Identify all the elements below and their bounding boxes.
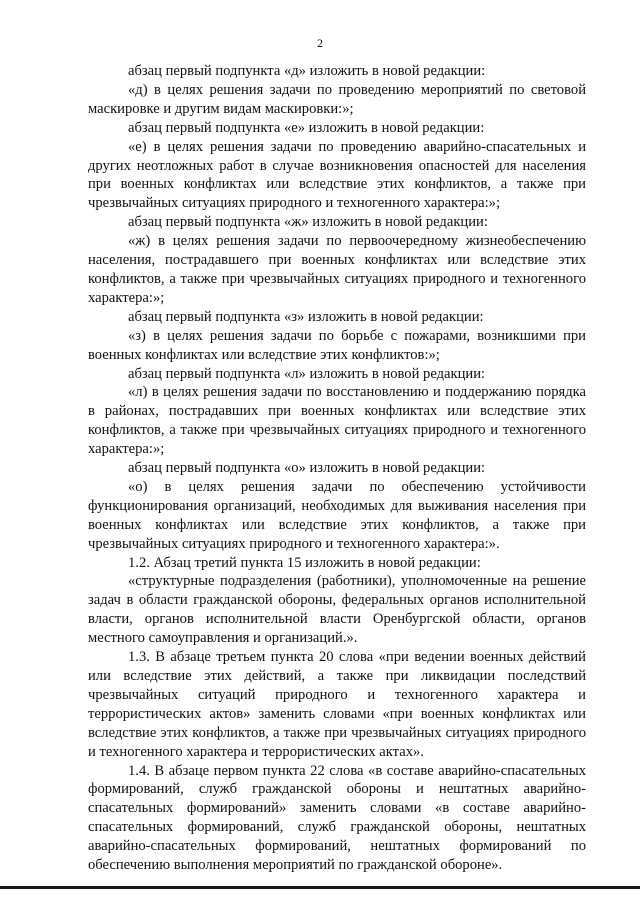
paragraph: абзац первый подпункта «з» изложить в новой редакции: <box>128 308 484 325</box>
paragraph: абзац первый подпункта «е» изложить в новой редакции: <box>128 119 485 136</box>
paragraph: «ж) в целях решения задачи по первоочередному жизнеобеспечению населения, пострадавшего при военных конфликтах или вследствие этих конфликтов, а также при чрезвычайных ситуациях природного и техногенного характера:»; <box>88 233 586 306</box>
document-text <box>88 62 586 875</box>
paragraph: абзац первый подпункта «о» изложить в новой редакции: <box>128 460 486 477</box>
paragraph: 1.3. В абзаце третьем пункта 20 слова «при ведении военных действий или вследствие этих действий, а также при ликвидации последствий чрезвычайных ситуаций природного и техногенного характера и террористических актов» заменить словами «при военных конфликтах или вследствие этих конфликтов, а также при чрезвычайных ситуациях природного и техногенного характера и террористических актах». <box>88 649 586 760</box>
paragraph: «структурные подразделения (работники), уполномоченные на решение задач в области гражданской обороны, федеральных органов исполнительной власти, органов исполнительной власти Оренбургской области, органов местного самоуправления и организаций.». <box>88 573 586 647</box>
scan-bottom-edge-line <box>0 886 640 889</box>
paragraph: «е) в целях решения задачи по проведению аварийно-спасательных и других неотложных работ в случае возникновения опасностей для населения при военных конфликтах или вследствие этих конфликтов, а также при чрезвычайных ситуациях природного и техногенного характера:»; <box>88 138 586 212</box>
paragraph: 1.2. Абзац третий пункта 15 изложить в новой редакции: <box>128 554 481 571</box>
paragraph: 1.4. В абзаце первом пункта 22 слова «в составе аварийно-спасательных формирований, служб гражданской обороны и нештатных аварийно-спасательных формирований» заменить словами «в составе аварийно-спасательных формирований, служб гражданской обороны, нештатных аварийно-спасательных формирований, нештатных формирований по обеспечению выполнения мероприятий по гражданской обороне». <box>88 762 586 874</box>
paragraph: «д) в целях решения задачи по проведению мероприятий по световой маскировке и другим видам маскировки:»; <box>88 81 586 117</box>
paragraph: «з) в целях решения задачи по борьбе с пожарами, возникшими при военных конфликтах или вследствие этих конфликтов:»; <box>88 327 586 363</box>
paragraph: «о) в целях решения задачи по обеспечению устойчивости функционирования организаций, необходимых для выживания населения при военных конфликтах или вследствие этих конфликтов, а также при чрезвычайных ситуациях природного и техногенного характера:». <box>88 478 586 552</box>
paragraph: абзац первый подпункта «д» изложить в новой редакции: <box>128 63 486 79</box>
paragraph: абзац первый подпункта «л» изложить в новой редакции: <box>128 365 486 382</box>
page-number: 2 <box>317 36 323 50</box>
paragraph: абзац первый подпункта «ж» изложить в новой редакции: <box>128 214 488 231</box>
paragraph: «л) в целях решения задачи по восстановлению и поддержанию порядка в районах, пострадавших при военных конфликтах или вследствие этих конфликтов, а также при чрезвычайных ситуациях природного и техногенного характера:»; <box>88 384 586 458</box>
